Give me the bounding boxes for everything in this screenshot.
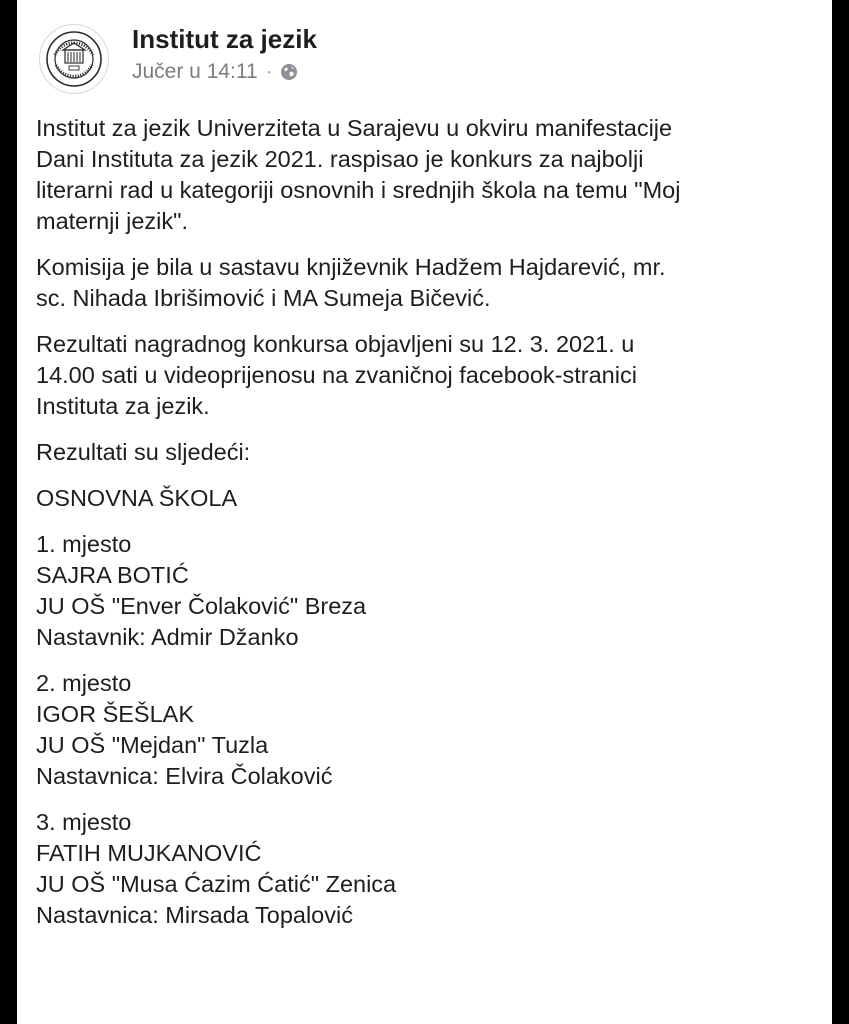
post-paragraph: Institut za jezik Univerziteta u Sarajevu u okviru manifestacije Dani Instituta za jezik 2021. raspisao je konkurs za najbolji literarni rad u kategoriji osnovnih i srednjih škola na temu "Moj maternji jezik". xyxy=(36,115,681,234)
post-meta xyxy=(132,60,298,84)
result-teacher: Nastavnica: Elvira Čolaković xyxy=(36,763,333,789)
result-teacher: Nastavnik: Admir Džanko xyxy=(36,624,299,650)
post-timestamp[interactable]: Jučer u 14:11 xyxy=(132,60,258,83)
result-entry xyxy=(36,807,816,931)
post-paragraph: Rezultati su sljedeći: xyxy=(36,439,251,465)
institute-seal-icon xyxy=(40,25,108,93)
result-place: 1. mjesto xyxy=(36,531,132,557)
result-name: IGOR ŠEŠLAK xyxy=(36,701,195,727)
meta-separator: · xyxy=(265,60,273,83)
result-school: JU OŠ "Musa Ćazim Ćatić" Zenica xyxy=(36,871,397,897)
post-card xyxy=(17,0,832,1024)
post-paragraph: Komisija je bila u sastavu književnik Hadžem Hajdarević, mr. sc. Nihada Ibrišimović i MA Sumeja Bičević. xyxy=(36,254,666,311)
globe-icon xyxy=(280,63,298,81)
result-entry xyxy=(36,668,816,792)
post-header xyxy=(39,18,799,98)
result-place: 2. mjesto xyxy=(36,670,132,696)
result-name: FATIH MUJKANOVIĆ xyxy=(36,840,262,866)
post-paragraph: Rezultati nagradnog konkursa objavljeni su 12. 3. 2021. u 14.00 sati u videoprijenosu na zvaničnoj facebook-stranici Instituta za jezik. xyxy=(36,331,637,419)
result-name: SAJRA BOTIĆ xyxy=(36,562,189,588)
result-entry xyxy=(36,529,816,653)
result-place: 3. mjesto xyxy=(36,809,132,835)
avatar[interactable] xyxy=(39,24,109,94)
page-name[interactable]: Institut za jezik xyxy=(132,24,317,54)
result-school: JU OŠ "Mejdan" Tuzla xyxy=(36,732,269,758)
post-body xyxy=(36,113,816,946)
result-teacher: Nastavnica: Mirsada Topalović xyxy=(36,902,353,928)
result-school: JU OŠ "Enver Čolaković" Breza xyxy=(36,593,367,619)
section-heading: OSNOVNA ŠKOLA xyxy=(36,485,238,511)
